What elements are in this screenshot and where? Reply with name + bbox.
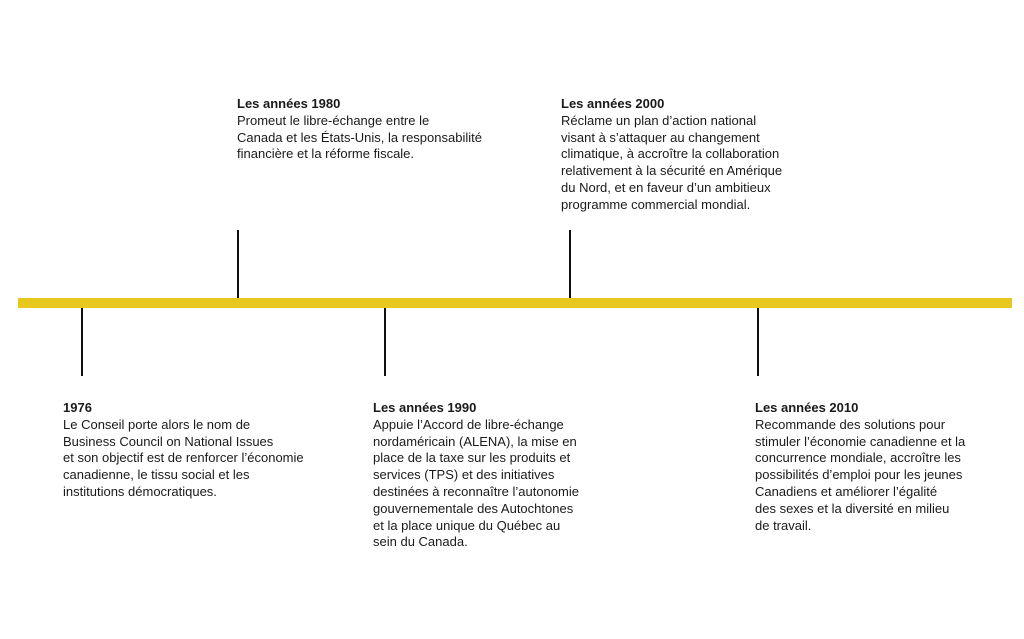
event-description: Recommande des solutions pour stimuler l’économie canadienne et la concurrence mondiale, accroître les possibilités d’emploi pour les jeunes Canadiens et améliorer l’égalité des sexes et la diversité en milieu de travail. <box>755 416 966 533</box>
event-title: Les années 1980 <box>237 96 341 111</box>
tick-1990s <box>384 308 386 376</box>
event-title: Les années 2000 <box>561 96 665 111</box>
event-description: Promeut le libre-échange entre le Canada et les États-Unis, la responsabilité financière et la réforme fiscale. <box>237 112 482 162</box>
event-title: Les années 1990 <box>373 400 477 415</box>
event-2010s <box>755 400 1015 534</box>
event-1990s <box>373 400 633 551</box>
timeline-bar <box>18 298 1012 308</box>
tick-1980s <box>237 230 239 298</box>
event-title: 1976 <box>63 400 92 415</box>
event-description: Le Conseil porte alors le nom de Business Council on National Issues et son objectif est de renforcer l’économie canadienne, le tissu social et les institutions démocratiques. <box>63 416 304 499</box>
tick-2010s <box>757 308 759 376</box>
event-2000s <box>561 96 841 214</box>
event-1976 <box>63 400 353 501</box>
event-title: Les années 2010 <box>755 400 859 415</box>
event-description: Appuie l’Accord de libre-échange nordaméricain (ALENA), la mise en place de la taxe sur les produits et services (TPS) et des initiatives destinées à reconnaître l’autonomie gouvernementale des Autochtones et la place unique du Québec au sein du Canada. <box>373 416 579 550</box>
tick-2000s <box>569 230 571 298</box>
tick-1976 <box>81 308 83 376</box>
event-description: Réclame un plan d’action national visant à s’attaquer au changement climatique, à accroître la collaboration relativement à la sécurité en Amérique du Nord, et en faveur d’un ambitieux programme commercial mondial. <box>561 112 783 212</box>
event-1980s <box>237 96 527 163</box>
